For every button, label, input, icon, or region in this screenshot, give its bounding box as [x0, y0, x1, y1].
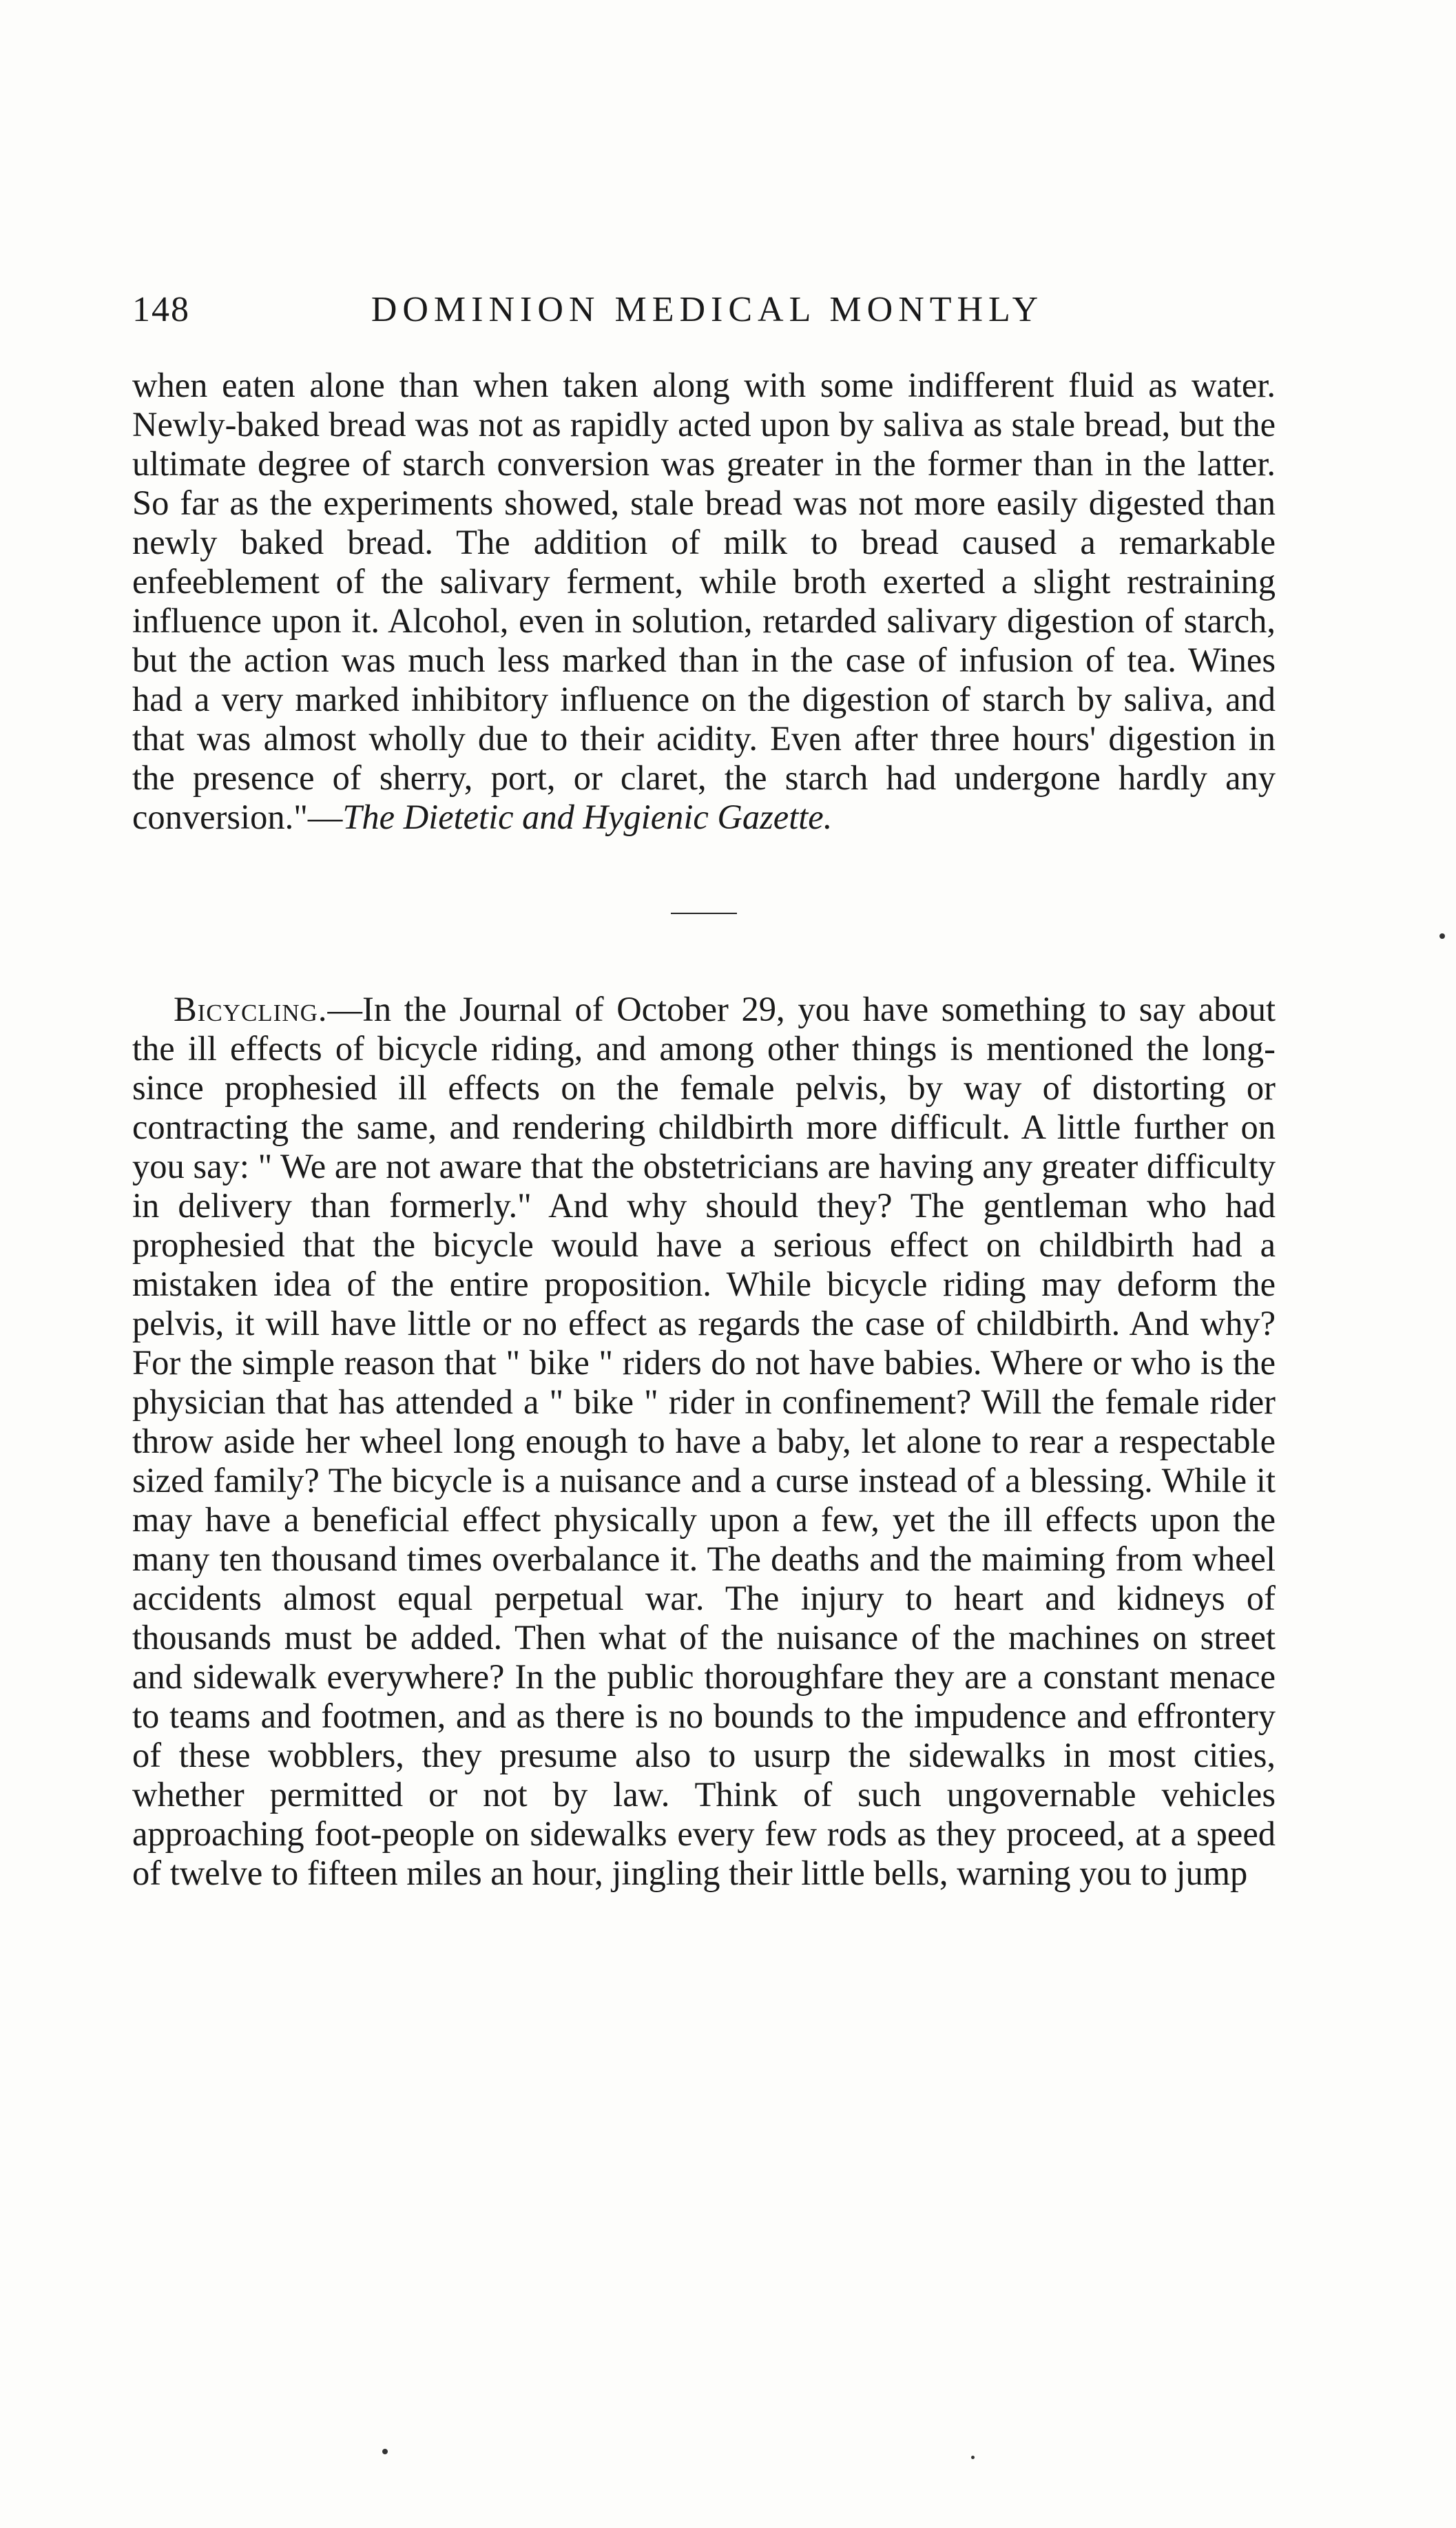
print-speck	[382, 2449, 388, 2454]
paragraph-text: when eaten alone than when taken along with some indifferent fluid as water. Newly-baked bread was not as rapidly acted upon by saliva as stale bread, but the ultimate degree of starch conversion was greater in the former than in the latter. So far as the experiments showed, stale bread was not more easily digested than newly baked bread. The addition of milk to bread caused a remarkable enfeeblement of the salivary ferment, while broth exerted a slight restraining influence upon it. Alcohol, even in solution, retarded salivary digestion of starch, but the action was much less marked than in the case of infusion of tea. Wines had a very marked inhibitory influence on the digestion of starch by saliva, and that was almost wholly due to their acidity. Even after three hours' digestion in the presence of sherry, port, or claret, the starch had undergone hardly any conversion."—	[132, 366, 1276, 836]
paragraph-continued	[132, 366, 1276, 837]
section-lead: Bicycling.	[174, 990, 328, 1028]
print-speck	[1439, 933, 1445, 939]
source-citation: The Dietetic and Hygienic Gazette.	[342, 798, 833, 836]
paragraph-text: —In the Journal of October 29, you have something to say about the ill effects of bicycle riding, and among other things is mentioned the long-since prophesied ill effects on the female pelvis, by way of distorting or contracting the same, and rendering childbirth more difficult. A little further on you say: " We are not aware that the obstetricians are having any greater difficulty in delivery than formerly." And why should they? The gentleman who had prophesied that the bicycle would have a serious effect on childbirth had a mistaken idea of the entire proposition. While bicycle riding may deform the pelvis, it will have little or no effect as regards the case of childbirth. And why? For the simple reason that " bike " riders do not have babies. Where or who is the physician that has attended a " bike " rider in confinement? Will the female rider throw aside her wheel long enough to have a baby, let alone to rear a respectable sized family? The bicycle is a nuisance and a curse instead of a blessing. While it may have a beneficial effect physically upon a few, yet the ill effects upon the many ten thousand times overbalance it. The deaths and the maiming from wheel accidents almost equal perpetual war. The injury to heart and kidneys of thousands must be added. Then what of the nuisance of the machines on street and sidewalk everywhere? In the public thoroughfare they are a constant menace to teams and footmen, and as there is no bounds to the impudence and effrontery of these wobblers, they presume also to usurp the sidewalks in most cities, whether permitted or not by law. Think of such ungovernable vehicles approaching foot-people on sidewalks every few rods as they proceed, at a speed of twelve to fifteen miles an hour, jingling their little bells, warning you to jump	[132, 990, 1276, 1892]
running-title: DOMINION MEDICAL MONTHLY	[371, 290, 1044, 329]
print-speck	[971, 2456, 975, 2459]
page-number: 148	[132, 290, 190, 329]
page-header	[132, 289, 1276, 330]
section-divider	[671, 913, 737, 914]
page	[132, 289, 1276, 1893]
paragraph-bicycling	[132, 990, 1276, 1893]
